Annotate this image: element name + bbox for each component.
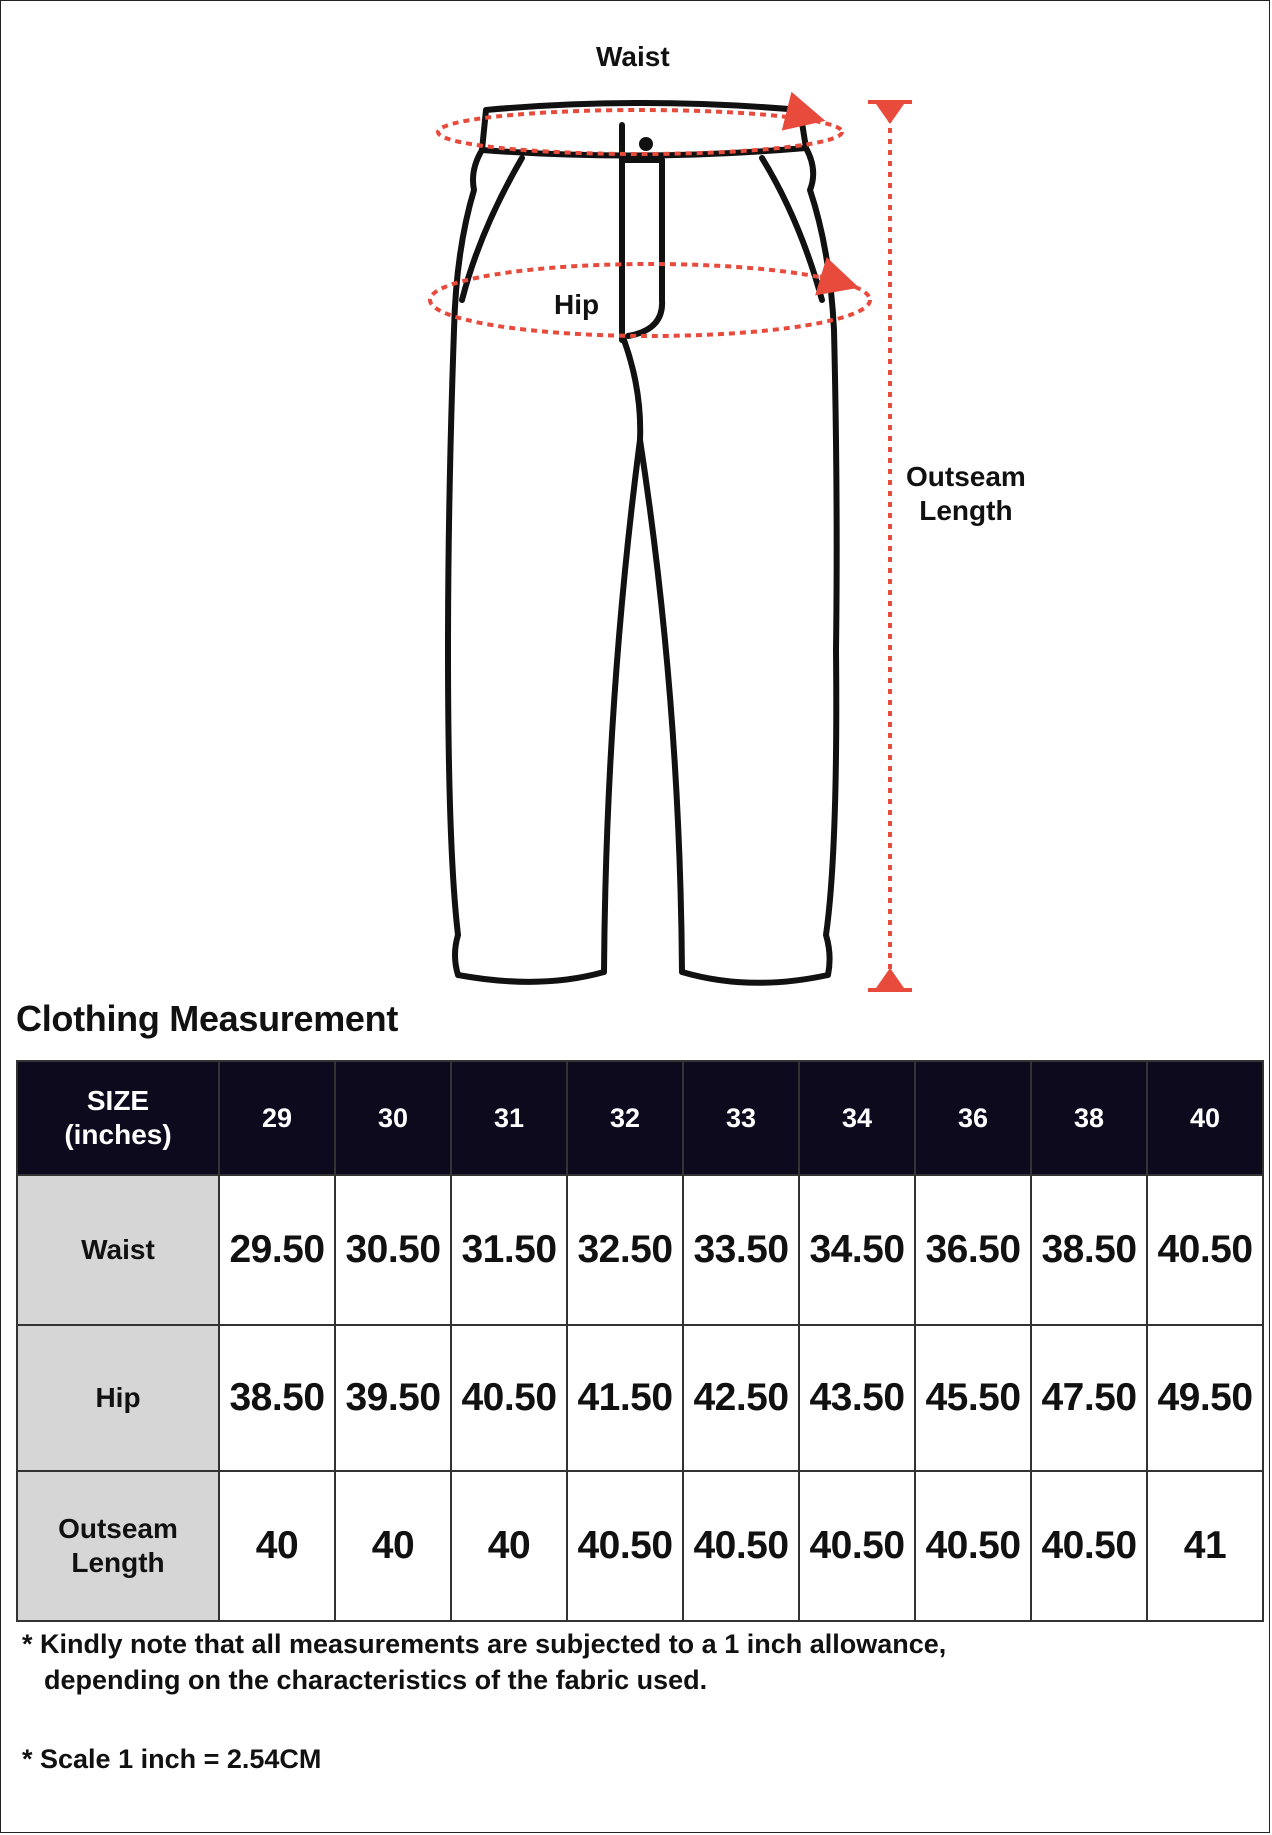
- allowance-note: [22, 1626, 1252, 1698]
- table-cell: 40.50: [915, 1471, 1031, 1621]
- size-column-header: 32: [567, 1061, 683, 1175]
- allowance-note-line1: * Kindly note that all measurements are subjected to a 1 inch allowance,: [22, 1629, 947, 1659]
- size-column-header: 31: [451, 1061, 567, 1175]
- row-label-line1: Waist: [81, 1234, 155, 1265]
- table-cell: 49.50: [1147, 1325, 1263, 1471]
- row-label-line1: Outseam: [58, 1513, 178, 1544]
- table-cell: 40.50: [799, 1471, 915, 1621]
- table-cell: 30.50: [335, 1175, 451, 1325]
- table-cell: 42.50: [683, 1325, 799, 1471]
- table-cell: 47.50: [1031, 1325, 1147, 1471]
- size-column-header: 30: [335, 1061, 451, 1175]
- waist-arrow: [790, 112, 806, 116]
- outseam-label-line2: Length: [919, 495, 1013, 526]
- waist-label: Waist: [596, 41, 670, 72]
- pants-outline: [448, 103, 837, 983]
- table-cell: 33.50: [683, 1175, 799, 1325]
- table-cell: 40.50: [683, 1471, 799, 1621]
- section-title: Clothing Measurement: [16, 998, 399, 1039]
- table-cell: 40.50: [567, 1471, 683, 1621]
- row-label-waist: [17, 1175, 219, 1325]
- table-cell: 43.50: [799, 1325, 915, 1471]
- hip-label: Hip: [554, 289, 600, 320]
- row-label-line2: Length: [71, 1547, 165, 1578]
- table-cell: 40.50: [1031, 1471, 1147, 1621]
- table-cell: 39.50: [335, 1325, 451, 1471]
- size-column-header: 29: [219, 1061, 335, 1175]
- table-cell: 31.50: [451, 1175, 567, 1325]
- table-row-waist: [17, 1175, 1263, 1325]
- table-cell: 40: [451, 1471, 567, 1621]
- allowance-note-line2: depending on the characteristics of the fabric used.: [44, 1665, 708, 1695]
- table-cell: 40.50: [451, 1325, 567, 1471]
- scale-note: * Scale 1 inch = 2.54CM: [22, 1744, 322, 1774]
- table-row-hip: [17, 1325, 1263, 1471]
- outseam-measure-line: [868, 102, 912, 990]
- size-column-header: 34: [799, 1061, 915, 1175]
- size-header-cell: [17, 1061, 219, 1175]
- row-label-outseam-length: [17, 1471, 219, 1621]
- table-cell: 32.50: [567, 1175, 683, 1325]
- table-cell: 29.50: [219, 1175, 335, 1325]
- table-cell: 45.50: [915, 1325, 1031, 1471]
- table-cell: 38.50: [1031, 1175, 1147, 1325]
- outseam-length-label: [906, 460, 1026, 528]
- table-cell: 36.50: [915, 1175, 1031, 1325]
- size-column-header: 36: [915, 1061, 1031, 1175]
- button-dot: [639, 137, 653, 151]
- size-column-header: 40: [1147, 1061, 1263, 1175]
- size-column-header: 38: [1031, 1061, 1147, 1175]
- row-label-hip: [17, 1325, 219, 1471]
- table-cell: 38.50: [219, 1325, 335, 1471]
- size-header-line1: SIZE: [86, 1085, 150, 1116]
- table-cell: 40.50: [1147, 1175, 1263, 1325]
- row-label-line1: Hip: [95, 1382, 141, 1413]
- table-cell: 34.50: [799, 1175, 915, 1325]
- size-header-row: [17, 1061, 1263, 1175]
- table-cell: 40: [335, 1471, 451, 1621]
- size-header-line2: (inches): [64, 1119, 172, 1150]
- size-chart-table: [16, 1060, 1264, 1622]
- table-cell: 41.50: [567, 1325, 683, 1471]
- size-column-header: 33: [683, 1061, 799, 1175]
- table-row-outseam-length: [17, 1471, 1263, 1621]
- table-cell: 40: [219, 1471, 335, 1621]
- outseam-label-line1: Outseam: [906, 461, 1026, 492]
- table-cell: 41: [1147, 1471, 1263, 1621]
